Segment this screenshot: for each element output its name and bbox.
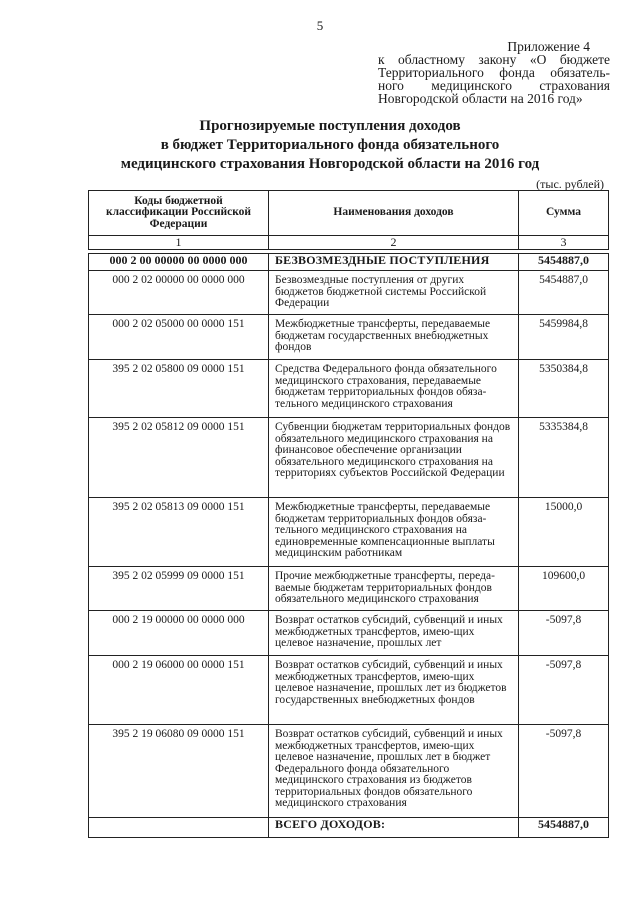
table-row xyxy=(89,271,609,315)
revenue-table xyxy=(88,190,609,838)
row-sum: -5097,8 xyxy=(519,611,609,656)
total-label: ВСЕГО ДОХОДОВ: xyxy=(269,818,519,838)
appendix-line: Новгородской области на 2016 год» xyxy=(378,91,583,106)
row-name: Возврат остатков субсидий, субвенций и иных межбюджетных трансфертов, имею-щих целевое назначение, прошлых лет из бюджетов государственных внебюджетных фондов xyxy=(269,656,519,725)
row-name: Межбюджетные трансферты, передаваемые бюджетам территориальных фондов обяза-тельного медицинского страхования на единовременные компенсационные выплаты медицинским работникам xyxy=(269,498,519,567)
row-sum: 15000,0 xyxy=(519,498,609,567)
row-name: Возврат остатков субсидий, субвенций и иных межбюджетных трансфертов, имею-щих целевое назначение, прошлых лет xyxy=(269,611,519,656)
row-name: Межбюджетные трансферты, передаваемые бюджетам государственных внебюджетных фондов xyxy=(269,315,519,360)
row-name: БЕЗВОЗМЕЗДНЫЕ ПОСТУПЛЕНИЯ xyxy=(269,254,519,271)
row-code: 000 2 19 00000 00 0000 000 xyxy=(89,611,269,656)
row-sum: -5097,8 xyxy=(519,725,609,818)
table-row xyxy=(89,360,609,418)
table-header-row xyxy=(89,191,609,236)
row-code: 395 2 02 05812 09 0000 151 xyxy=(89,418,269,498)
total-code xyxy=(89,818,269,838)
row-name: Возврат остатков субсидий, субвенций и иных межбюджетных трансфертов, имею-щих целевое назначение, прошлых лет в бюджет Федерального фонда обязательного медицинского страхования из бюджетов территориальных фондов обязательного медицинского страхования xyxy=(269,725,519,818)
table-row xyxy=(89,567,609,611)
document-title xyxy=(60,117,600,174)
row-code: 395 2 02 05800 09 0000 151 xyxy=(89,360,269,418)
table-row xyxy=(89,418,609,498)
table-row xyxy=(89,315,609,360)
column-number-row xyxy=(89,236,609,250)
page-number: 5 xyxy=(316,18,324,33)
row-sum: 5335384,8 xyxy=(519,418,609,498)
row-name: Субвенции бюджетам территориальных фондов обязательного медицинского страхования на финансовое обеспечение организации обязательного медицинского страхования на территориях субъектов Российской Федерации xyxy=(269,418,519,498)
total-sum: 5454887,0 xyxy=(519,818,609,838)
column-number: 3 xyxy=(519,236,609,250)
row-sum: 109600,0 xyxy=(519,567,609,611)
table-row xyxy=(89,725,609,818)
appendix-line: Территориального фонда обязатель- xyxy=(378,65,610,80)
row-code: 000 2 02 00000 00 0000 000 xyxy=(89,271,269,315)
row-sum: -5097,8 xyxy=(519,656,609,725)
appendix-line: ного медицинского страхования xyxy=(378,78,610,93)
header-code: Коды бюджетной классификации Российской Федерации xyxy=(89,191,269,236)
row-code: 000 2 19 06000 00 0000 151 xyxy=(89,656,269,725)
row-name: Средства Федерального фонда обязательного медицинского страхования, передаваемые бюджетам территориальных фондов обяза-тельного медицинского страхования xyxy=(269,360,519,418)
header-sum: Сумма xyxy=(519,191,609,236)
appendix-line: Приложение 4 xyxy=(507,39,590,54)
table-row xyxy=(89,611,609,656)
header-name: Наименования доходов xyxy=(269,191,519,236)
row-code: 395 2 19 06080 09 0000 151 xyxy=(89,725,269,818)
table-row xyxy=(89,656,609,725)
title-line: Прогнозируемые поступления доходов xyxy=(199,118,461,134)
row-name: Прочие межбюджетные трансферты, переда-ваемые бюджетам территориальных фондов обязательного медицинского страхования xyxy=(269,567,519,611)
title-line: медицинского страхования Новгородской области на 2016 год xyxy=(120,156,540,172)
row-code: 395 2 02 05999 09 0000 151 xyxy=(89,567,269,611)
row-sum: 5454887,0 xyxy=(519,271,609,315)
row-name: Безвозмездные поступления от других бюджетов бюджетной системы Российской Федерации xyxy=(269,271,519,315)
table-row xyxy=(89,498,609,567)
row-code: 000 2 00 00000 00 0000 000 xyxy=(89,254,269,271)
column-number: 1 xyxy=(89,236,269,250)
row-code: 000 2 02 05000 00 0000 151 xyxy=(89,315,269,360)
units-label: (тыс. рублей) xyxy=(536,177,604,191)
row-sum: 5459984,8 xyxy=(519,315,609,360)
total-row xyxy=(89,818,609,838)
row-sum: 5454887,0 xyxy=(519,254,609,271)
row-sum: 5350384,8 xyxy=(519,360,609,418)
table-row xyxy=(89,254,609,271)
column-number: 2 xyxy=(269,236,519,250)
appendix-note xyxy=(378,40,610,105)
appendix-line: к областному закону «О бюджете xyxy=(378,52,610,67)
row-code: 395 2 02 05813 09 0000 151 xyxy=(89,498,269,567)
title-line: в бюджет Территориального фонда обязательного xyxy=(160,137,500,153)
